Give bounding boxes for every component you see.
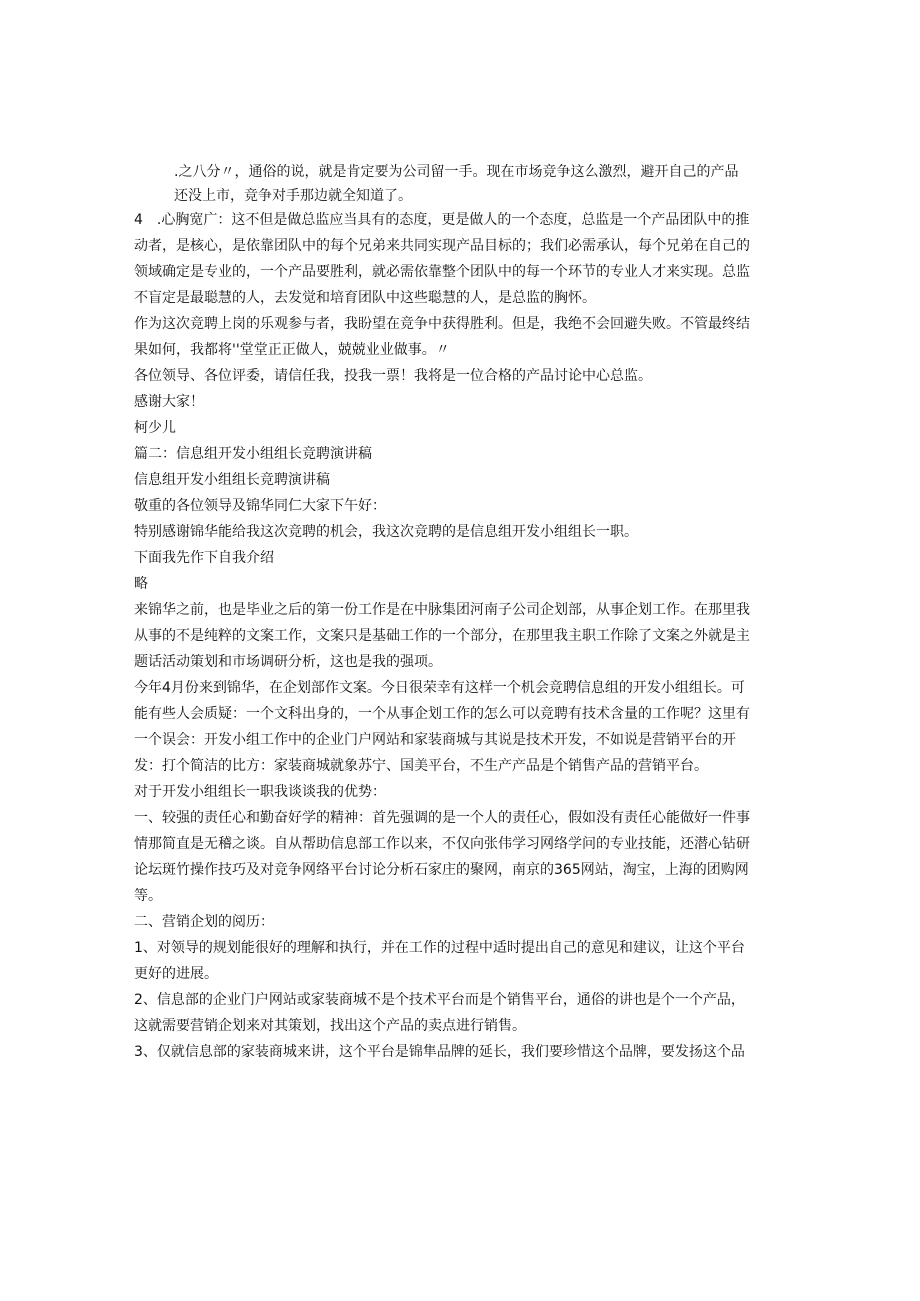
text-line: 略: [134, 576, 148, 592]
text-line: 下面我先作下自我介绍: [134, 550, 274, 566]
text-line: 感谢大家！: [134, 394, 204, 410]
text-line: 特别感谢锦华能给我这次竞聘的机会，我这次竞聘的是信息组开发小组组长一职。: [134, 524, 638, 540]
text-line: 更好的进展。: [134, 966, 218, 982]
document-body: [134, 160, 784, 1064]
text-line: 从事的不是纯粹的文案工作，文案只是基础工作的一个部分，在那里我主职工作除了文案之外就是主: [134, 628, 750, 644]
text-line: 一、较强的责任心和勤奋好学的精神：首先强调的是一个人的责任心，假如没有责任心能做好一件事: [134, 810, 750, 826]
text-line: 敬重的各位领导及锦华同仁大家下午好：: [134, 498, 386, 514]
text-line: 领域确定是专业的，一个产品要胜利，就必需依靠整个团队中的每一个环节的专业人才来实现。总监: [134, 264, 750, 280]
text-line: 二、营销企划的阅历：: [134, 914, 274, 930]
text-line: .之八分〃，通俗的说，就是肯定要为公司留一手。现在市场竞争这么激烈，避开自己的产品: [174, 164, 739, 180]
document-title: 信息组开发小组组长竞聘演讲稿: [134, 472, 330, 488]
text-line: 能有些人会质疑：一个文科出身的，一个从事企划工作的怎么可以竞聘有技术含量的工作呢？这里有: [134, 706, 750, 722]
text-line: 情那简直是无稽之谈。自从帮助信息部工作以来，不仅向张伟学习网络学问的专业技能，还潜心钻研: [134, 836, 750, 852]
text-line: 作为这次竞聘上岗的乐观参与者，我盼望在竞争中获得胜利。但是，我绝不会回避失败。不管最终结: [134, 316, 750, 332]
text-line: 一个误会：开发小组工作中的企业门户网站和家装商城与其说是技术开发，不如说是营销平台的开: [134, 732, 736, 748]
text-line: 果如何，我都将''堂堂正正做人，兢兢业业做事。〃: [134, 342, 450, 358]
text-line: 论坛斑竹操作技巧及对竞争网络平台讨论分析石家庄的聚网，南京的365网站，淘宝，上海的团购网: [134, 862, 749, 878]
text-line: 还没上市，竞争对手那边就全知道了。: [174, 188, 412, 204]
text-line: 发：打个简洁的比方：家装商城就象苏宁、国美平台，不生产产品是个销售产品的营销平台。: [134, 758, 708, 774]
text-line: 3、仅就信息部的家装商城来讲，这个平台是锦隼品牌的延长，我们要珍惜这个品牌，要发扬这个品: [134, 1044, 745, 1060]
text-line: 2、信息部的企业门户网站或家装商城不是个技术平台而是个销售平台，通俗的讲也是个一个产品，: [134, 992, 745, 1008]
text-line: 1、对领导的规划能很好的理解和执行，并在工作的过程中适时提出自己的意见和建议，让这个平台: [134, 940, 745, 956]
text-line: 各位领导、各位评委，请信任我，投我一票！我将是一位合格的产品讨论中心总监。: [134, 368, 652, 384]
text-line: 4 .心胸宽广：这不但是做总监应当具有的态度，更是做人的一个态度，总监是一个产品团队中的推: [134, 212, 750, 228]
text-line: 动者，是核心，是依靠团队中的每个兄弟来共同实现产品目标的；我们必需承认，每个兄弟在自己的: [134, 238, 750, 254]
text-line: 不盲定是最聪慧的人，去发觉和培育团队中这些聪慧的人，是总监的胸怀。: [134, 290, 596, 306]
text-line: 柯少儿: [134, 420, 176, 436]
text-line: 题话活动策划和市场调研分析，这也是我的强项。: [134, 654, 442, 670]
text-line: 对于开发小组组长一职我谈谈我的优势：: [134, 784, 386, 800]
text-line: 今年4月份来到锦华，在企划部作文案。今日很荣幸有这样一个机会竞聘信息组的开发小组组长。可: [134, 680, 745, 696]
text-line: 来锦华之前，也是毕业之后的第一份工作是在中脉集团河南子公司企划部，从事企划工作。在那里我: [134, 602, 750, 618]
text-line: 等。: [134, 888, 162, 904]
text-line: 这就需要营销企划来对其策划，找出这个产品的卖点进行销售。: [134, 1018, 526, 1034]
section-heading: 篇二：信息组开发小组组长竞聘演讲稿: [134, 446, 372, 462]
